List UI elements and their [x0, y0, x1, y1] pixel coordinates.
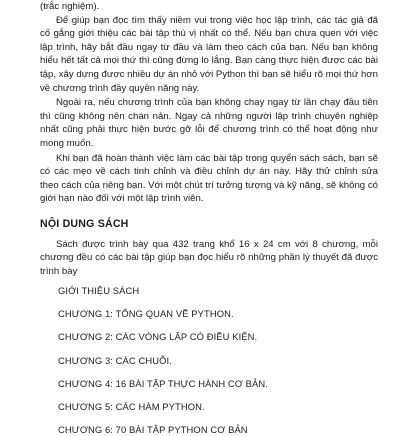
- intro-paragraph-2: Ngoài ra, nếu chương trình của bạn không chạy ngay từ lần chạy đầu tiên thì cũng không nên chán nản. Ngay cả những người lập trình chuyên nghiệp nhất cũng phải thực hiện bước gỡ lỗi để chương trình có thể hoạt động như mong muốn.: [40, 97, 378, 149]
- section-description: Sách được trình bày qua 432 trang khổ 16 x 24 cm với 8 chương, mỗi chương đều có các bài tập giúp bạn đọc hiểu rõ những phần lý thuyết đã được trình bày: [40, 238, 378, 277]
- intro-section: [40, 14, 378, 206]
- table-of-contents: [40, 284, 378, 436]
- toc-item: GIỚI THIỆU SÁCH: [58, 285, 140, 297]
- intro-paragraph-3: Khi bạn đã hoàn thành việc làm các bài tập trong quyển sách sách, bạn sẽ có các mẹo về cách tinh chỉnh và điều chỉnh dự án này. Hãy thử chỉnh sửa theo cách của riêng bạn. Với một chút trí tưởng tượng và kỹ năng, sẽ không có giới hạn nào đối với một lập trình viên.: [40, 152, 378, 205]
- top-fragment-text: (trắc nghiệm).: [40, 1, 100, 12]
- section-heading: NỘI DUNG SÁCH: [40, 217, 129, 230]
- toc-item: CHƯƠNG 6: 70 BÀI TẬP PYTHON CƠ BẢN: [58, 423, 248, 435]
- intro-paragraph-1: Để giúp bạn đọc tìm thấy niềm vui trong việc học lập trình, các tác giả đã cố gắng giới thiệu các bài tập thú vị nhất có thể. Nếu bạn chưa quen với việc lập trình, hãy bắt đầu ngay từ đầu và làm theo cách của bạn. Nếu bạn không hiểu hết tất cả mọi thứ thì cũng đừng lo lắng. Bạn càng thực hiện được các bài tập, xây dựng được nhiều dự án nhỏ với Python thì bạn sẽ hiểu rõ mọi thứ hơn về chương trình đầy quyền năng này.: [40, 14, 378, 94]
- toc-item: CHƯƠNG 1: TỔNG QUAN VỀ PYTHON.: [58, 308, 234, 320]
- toc-item: CHƯƠNG 2: CÁC VÒNG LẶP CÓ ĐIỀU KIỆN.: [58, 331, 258, 343]
- toc-item: CHƯƠNG 5: CÁC HÀM PYTHON.: [58, 400, 205, 412]
- toc-item: CHƯƠNG 3: CÁC CHUỖI.: [58, 354, 172, 366]
- toc-item: CHƯƠNG 4: 16 BÀI TẬP THỰC HÀNH CƠ BẢN.: [58, 377, 268, 389]
